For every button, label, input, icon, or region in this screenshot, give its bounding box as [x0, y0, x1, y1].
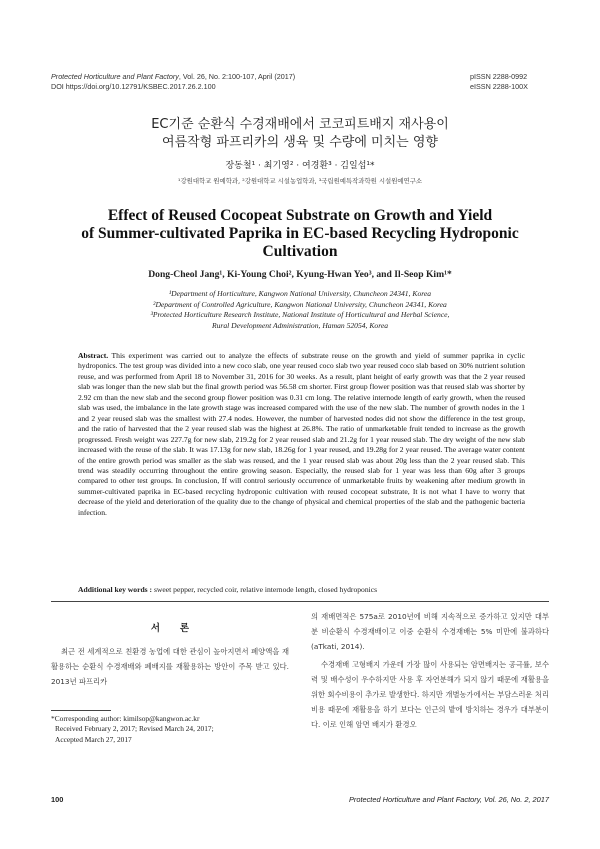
intro-paragraph-left: 최근 전 세계적으로 친환경 농업에 대한 관심이 높아지면서 폐양액을 재활용하는 순환식 수경재배와 폐배지를 재활용하는 방안이 주목 받고 있다. 2013년 파프리카 [51, 647, 289, 686]
abstract [78, 351, 525, 518]
abstract-label: Abstract. [78, 351, 109, 360]
affiliation-1: ¹Department of Horticulture, Kangwon National University, Chuncheon 24341, Korea [168, 289, 432, 298]
korean-affiliations: ¹강원대학교 원예학과, ²강원대학교 시설농업학과, ³국립원예특작과학원 시설원예연구소 [177, 177, 423, 185]
affiliation-3: ³Protected Horticulture Research Institute, National Institute of Horticultural and Herbal Science, [150, 310, 450, 319]
volume-info: , Vol. 26, No. 2:100-107, April (2017) [178, 72, 296, 81]
english-title-line1: Effect of Reused Cocopeat Substrate on Growth and Yield [107, 207, 493, 224]
footnote [51, 714, 289, 745]
english-title-line2: of Summer-cultivated Paprika in EC-based Recycling Hydroponic [81, 225, 519, 242]
divider [51, 601, 549, 602]
keywords-text: sweet pepper, recycled coir, relative internode length, closed hydroponics [152, 585, 378, 594]
footnote-rule [51, 710, 111, 711]
accepted-date: Accepted March 27, 2017 [55, 734, 132, 744]
abstract-text: This experiment was carried out to analyze the effects of substrate reuse on the growth and yield of summer paprika in cyclic hydroponics. The test group was divided into a new coco slab, one year reused coco slab two year reused coco slab based on 30% nutrient solution reuse, and was performed from April 18 to November 31, 2016 for 30 weeks. As a result, plant height of early growth was that the 2 year reused slab was longer than the new slab but the final growth period was 56.58 cm shorter. First group flower position was that reused slab was shorter by 2.92 cm than the new slab and the second group flower position was 0.31 cm long. The relative internode length of early growth, when the reused slab was used, the imbalance in the late growth stage was increased compared with the use of the new slab. The number of growth nodes in the 1 and 2 year reused slab was the smallest with 27.4 nodes. However, the number of harvested nodes did not show the difference in the test group, and the ratio of harvested that the 2 year reused slab was the highest at 26.8%. The ratio of unmarketable fruit tended to increase as the growth progressed. Fresh weight was 227.7g for new slab, 219.2g for 2 year reused slab and 21.2g for 1 year reused slab. The dry weight of the new slab increased with the reuse of the slab. It was 17.13g for new slab, 18.26g for 1 year reused, and 19.28g for 2 year reused. The average water content of the entire growth period was smaller as the slab was reused, and the 1 year reused slab was about 20g less than the 2 year reused slab. This trend was steadily occurring throughout the entire growing season. Especially, the reused slab for 1 year was less than 60g after 3 groups compared to other test groups. In conclusion, If will control seriously occurrence of unmarketable fruits by weakening after medium growth in summer-cultivated paprika in EC-based recycling hydroponic cultivation with reused cocopeat substrate, It is not what I have to worry that decrease of the yield and deterioration of the quality due to the change of physical and chemical properties of the slab and the pathogenic bacteria infection. [78, 351, 525, 517]
affiliation-2: ²Department of Controlled Agriculture, Kangwon National University, Chuncheon 24341, Korea [153, 299, 447, 309]
korean-authors: 장동철¹ · 최기영² · 여경환³ · 김일섭¹* [225, 161, 375, 171]
keywords [78, 585, 525, 595]
korean-title-line2: 여름작형 파프리카의 생육 및 수량에 미치는 영향 [162, 135, 438, 150]
intro-paragraph-right-2: 수경재배 고형배지 가운데 가장 많이 사용되는 암면배지는 공극률, 보수력 및 배수성이 우수하지만 사용 후 자연분해가 되지 않기 때문에 재활용을 위한 회수비용이 추가로 발생한다. 하지만 개별농가에서는 부담스러운 처리비용 때문에 재활용을 하기 보다는 인근의 밭에 방치하는 경우가 대부분이다. 이로 인해 암면 배지가 환경오 [311, 660, 549, 729]
footer-journal-info: Protected Horticulture and Plant Factory, Vol. 26, No. 2, 2017 [348, 795, 549, 804]
section-heading-introduction: 서 론 [150, 623, 190, 634]
affiliation-4: Rural Development Administration, Haman 52054, Korea [211, 320, 389, 330]
journal-name: Protected Horticulture and Plant Factory [51, 72, 179, 81]
pissn: pISSN 2288-0992 [470, 72, 528, 81]
received-date: Received February 2, 2017; Revised March 24, 2017; [55, 724, 214, 734]
korean-title-line1: EC기준 순환식 수경재배에서 코코피트배지 재사용이 [151, 117, 449, 132]
english-title-line3: Cultivation [262, 243, 338, 260]
journal-citation [51, 72, 381, 82]
keywords-label: Additional key words : [78, 585, 153, 594]
eissn: eISSN 2288-100X [470, 82, 528, 91]
doi-link[interactable]: DOI https://doi.org/10.12791/KSBEC.2017.26.2.100 [51, 82, 216, 91]
corresponding-author: *Corresponding author: kimilsop@kangwon.ac.kr [51, 714, 200, 723]
english-authors: Dong-Cheol Jang¹, Ki-Young Choi², Kyung-Hwan Yeo³, and Il-Seop Kim¹* [148, 269, 452, 280]
intro-paragraph-right-1: 의 재배면적은 575a로 2010년에 비해 지속적으로 증가하고 있지만 대부분 비순환식 수경재배이고 이중 순환식 수경재배는 5% 미만에 불과하다(aTkati, 2014). [311, 612, 549, 651]
page-number: 100 [51, 795, 64, 804]
